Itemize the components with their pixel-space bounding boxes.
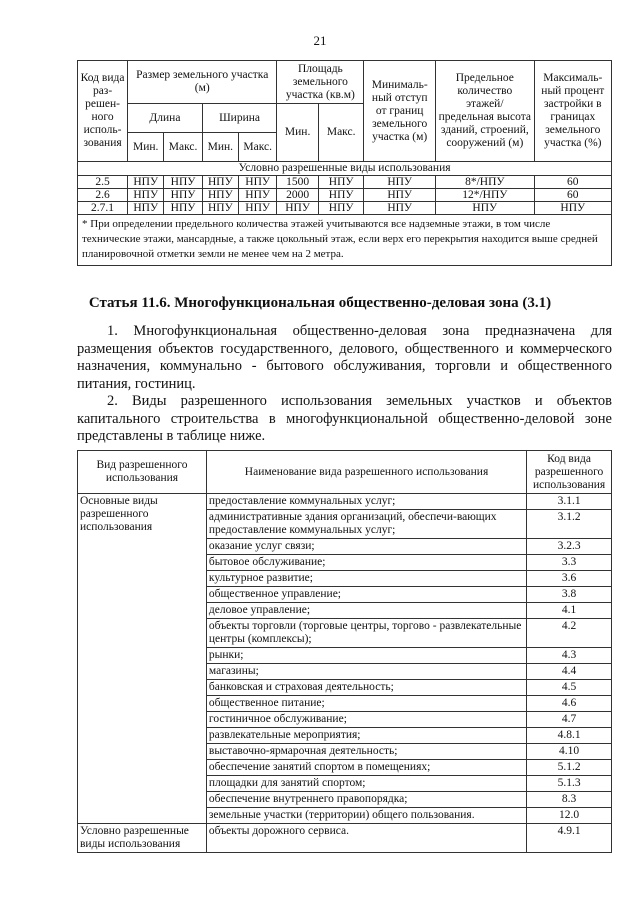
cell: НПУ <box>164 189 202 202</box>
header-setback: Минималь-ный отступ от границ земельного участка (м) <box>364 61 436 162</box>
use-name: административные здания организаций, обеспечи-вающих предоставление коммунальных услуг; <box>206 510 526 539</box>
table-row <box>78 824 612 853</box>
use-name: оказание услуг связи; <box>206 539 526 555</box>
use-name: деловое управление; <box>206 603 526 619</box>
cell: 1500 <box>277 176 319 189</box>
header-coverage: Максималь-ный процент застройки в границах земельного участка (%) <box>534 61 611 162</box>
zoning-parameters-table <box>77 60 612 266</box>
article-title: Статья 11.6. Многофункциональная общественно-деловая зона (3.1) <box>88 295 552 311</box>
use-code: 4.10 <box>527 744 612 760</box>
use-name: общественное питание; <box>206 696 526 712</box>
table-row <box>78 189 612 202</box>
header-area-min: Мин. <box>277 104 319 162</box>
use-name: выставочно-ярмарочная деятельность; <box>206 744 526 760</box>
cell: НПУ <box>318 189 363 202</box>
header-use-name: Наименование вида разрешенного использования <box>206 451 526 494</box>
use-name: гостиничное обслуживание; <box>206 712 526 728</box>
table1-subheader: Условно разрешенные виды использования <box>78 162 612 176</box>
table-row <box>78 176 612 189</box>
cell: НПУ <box>364 189 436 202</box>
header-width: Ширина <box>202 104 277 133</box>
use-name: предоставление коммунальных услуг; <box>206 494 526 510</box>
use-code: 4.5 <box>527 680 612 696</box>
conditional-uses-label: Условно разрешенные виды использования <box>78 824 207 853</box>
use-code: 3.2.3 <box>527 539 612 555</box>
cell: НПУ <box>164 202 202 215</box>
use-code: 3.3 <box>527 555 612 571</box>
header-width-min: Мин. <box>202 133 238 162</box>
use-code: 12.0 <box>527 808 612 824</box>
header-length-min: Мин. <box>128 133 164 162</box>
cell: НПУ <box>534 202 611 215</box>
use-code: 4.3 <box>527 648 612 664</box>
use-code: 5.1.3 <box>527 776 612 792</box>
use-name: общественное управление; <box>206 587 526 603</box>
header-code: Код вида раз-решен-ного исполь-зования <box>78 61 128 162</box>
use-code: 3.1.2 <box>527 510 612 539</box>
table-row <box>78 202 612 215</box>
use-code: 4.2 <box>527 619 612 648</box>
cell: 2000 <box>277 189 319 202</box>
cell: 8*/НПУ <box>436 176 535 189</box>
header-floors: Предельное количество этажей/ предельная высота зданий, строений, сооружений (м) <box>436 61 535 162</box>
cell: НПУ <box>202 202 238 215</box>
use-code: 4.6 <box>527 696 612 712</box>
cell: НПУ <box>238 202 276 215</box>
cell: НПУ <box>318 176 363 189</box>
header-length-max: Макс. <box>164 133 202 162</box>
use-name: земельные участки (территории) общего пользования. <box>206 808 526 824</box>
table-row <box>78 494 612 510</box>
use-code: 4.9.1 <box>527 824 612 853</box>
header-width-max: Макс. <box>238 133 276 162</box>
use-code: 4.1 <box>527 603 612 619</box>
use-name: бытовое обслуживание; <box>206 555 526 571</box>
cell: НПУ <box>128 189 164 202</box>
cell: НПУ <box>164 176 202 189</box>
use-code: 3.8 <box>527 587 612 603</box>
cell: НПУ <box>436 202 535 215</box>
paragraph-2: 2. Виды разрешенного использования земельных участков и объектов капитального строительства в многофункциональной общественно-деловой зоне представлены в таблице ниже. <box>77 393 612 444</box>
header-area-max: Макс. <box>318 104 363 162</box>
use-name: обеспечение внутреннего правопорядка; <box>206 792 526 808</box>
header-use-type: Вид разрешенного использования <box>78 451 207 494</box>
use-code: 4.4 <box>527 664 612 680</box>
cell: НПУ <box>202 176 238 189</box>
use-name: рынки; <box>206 648 526 664</box>
cell: 2.7.1 <box>78 202 128 215</box>
cell: 2.6 <box>78 189 128 202</box>
cell: НПУ <box>364 202 436 215</box>
cell: 60 <box>534 189 611 202</box>
header-size: Размер земельного участка (м) <box>128 61 277 104</box>
use-code: 4.8.1 <box>527 728 612 744</box>
cell: НПУ <box>238 189 276 202</box>
table1-footnote: * При определении предельного количества этажей учитываются все надземные этажи, в том числе технические этажи, мансардные, а также цокольный этаж, если верх его перекрытия находится выше средней планировочной отметки земли не менее чем на 2 метра. <box>78 215 612 266</box>
permitted-use-table <box>77 450 612 853</box>
cell: НПУ <box>128 202 164 215</box>
cell: НПУ <box>128 176 164 189</box>
use-name: магазины; <box>206 664 526 680</box>
cell: 12*/НПУ <box>436 189 535 202</box>
cell: НПУ <box>364 176 436 189</box>
use-name: культурное развитие; <box>206 571 526 587</box>
header-area: Площадь земельного участка (кв.м) <box>277 61 364 104</box>
header-use-code: Код вида разрешенного использования <box>527 451 612 494</box>
cell: НПУ <box>202 189 238 202</box>
use-name: банковская и страховая деятельность; <box>206 680 526 696</box>
cell: 2.5 <box>78 176 128 189</box>
use-name: площадки для занятий спортом; <box>206 776 526 792</box>
use-code: 3.1.1 <box>527 494 612 510</box>
header-length: Длина <box>128 104 203 133</box>
use-name: развлекательные мероприятия; <box>206 728 526 744</box>
page-number: 21 <box>313 33 327 48</box>
cell: НПУ <box>238 176 276 189</box>
use-name: объекты дорожного сервиса. <box>206 824 526 853</box>
use-code: 5.1.2 <box>527 760 612 776</box>
main-uses-label: Основные виды разрешенного использования <box>78 494 207 824</box>
use-code: 4.7 <box>527 712 612 728</box>
use-name: объекты торговли (торговые центры, торгово - развлекательные центры (комплексы); <box>206 619 526 648</box>
cell: НПУ <box>277 202 319 215</box>
use-name: обеспечение занятий спортом в помещениях; <box>206 760 526 776</box>
use-code: 8.3 <box>527 792 612 808</box>
cell: 60 <box>534 176 611 189</box>
use-code: 3.6 <box>527 571 612 587</box>
paragraph-1: 1. Многофункциональная общественно-деловая зона предназначена для размещения объектов государственного, делового, общественного и коммерческого назначения, коммунально - бытового обслуживания, торговли и общественного питания, гостиниц. <box>77 323 612 392</box>
cell: НПУ <box>318 202 363 215</box>
